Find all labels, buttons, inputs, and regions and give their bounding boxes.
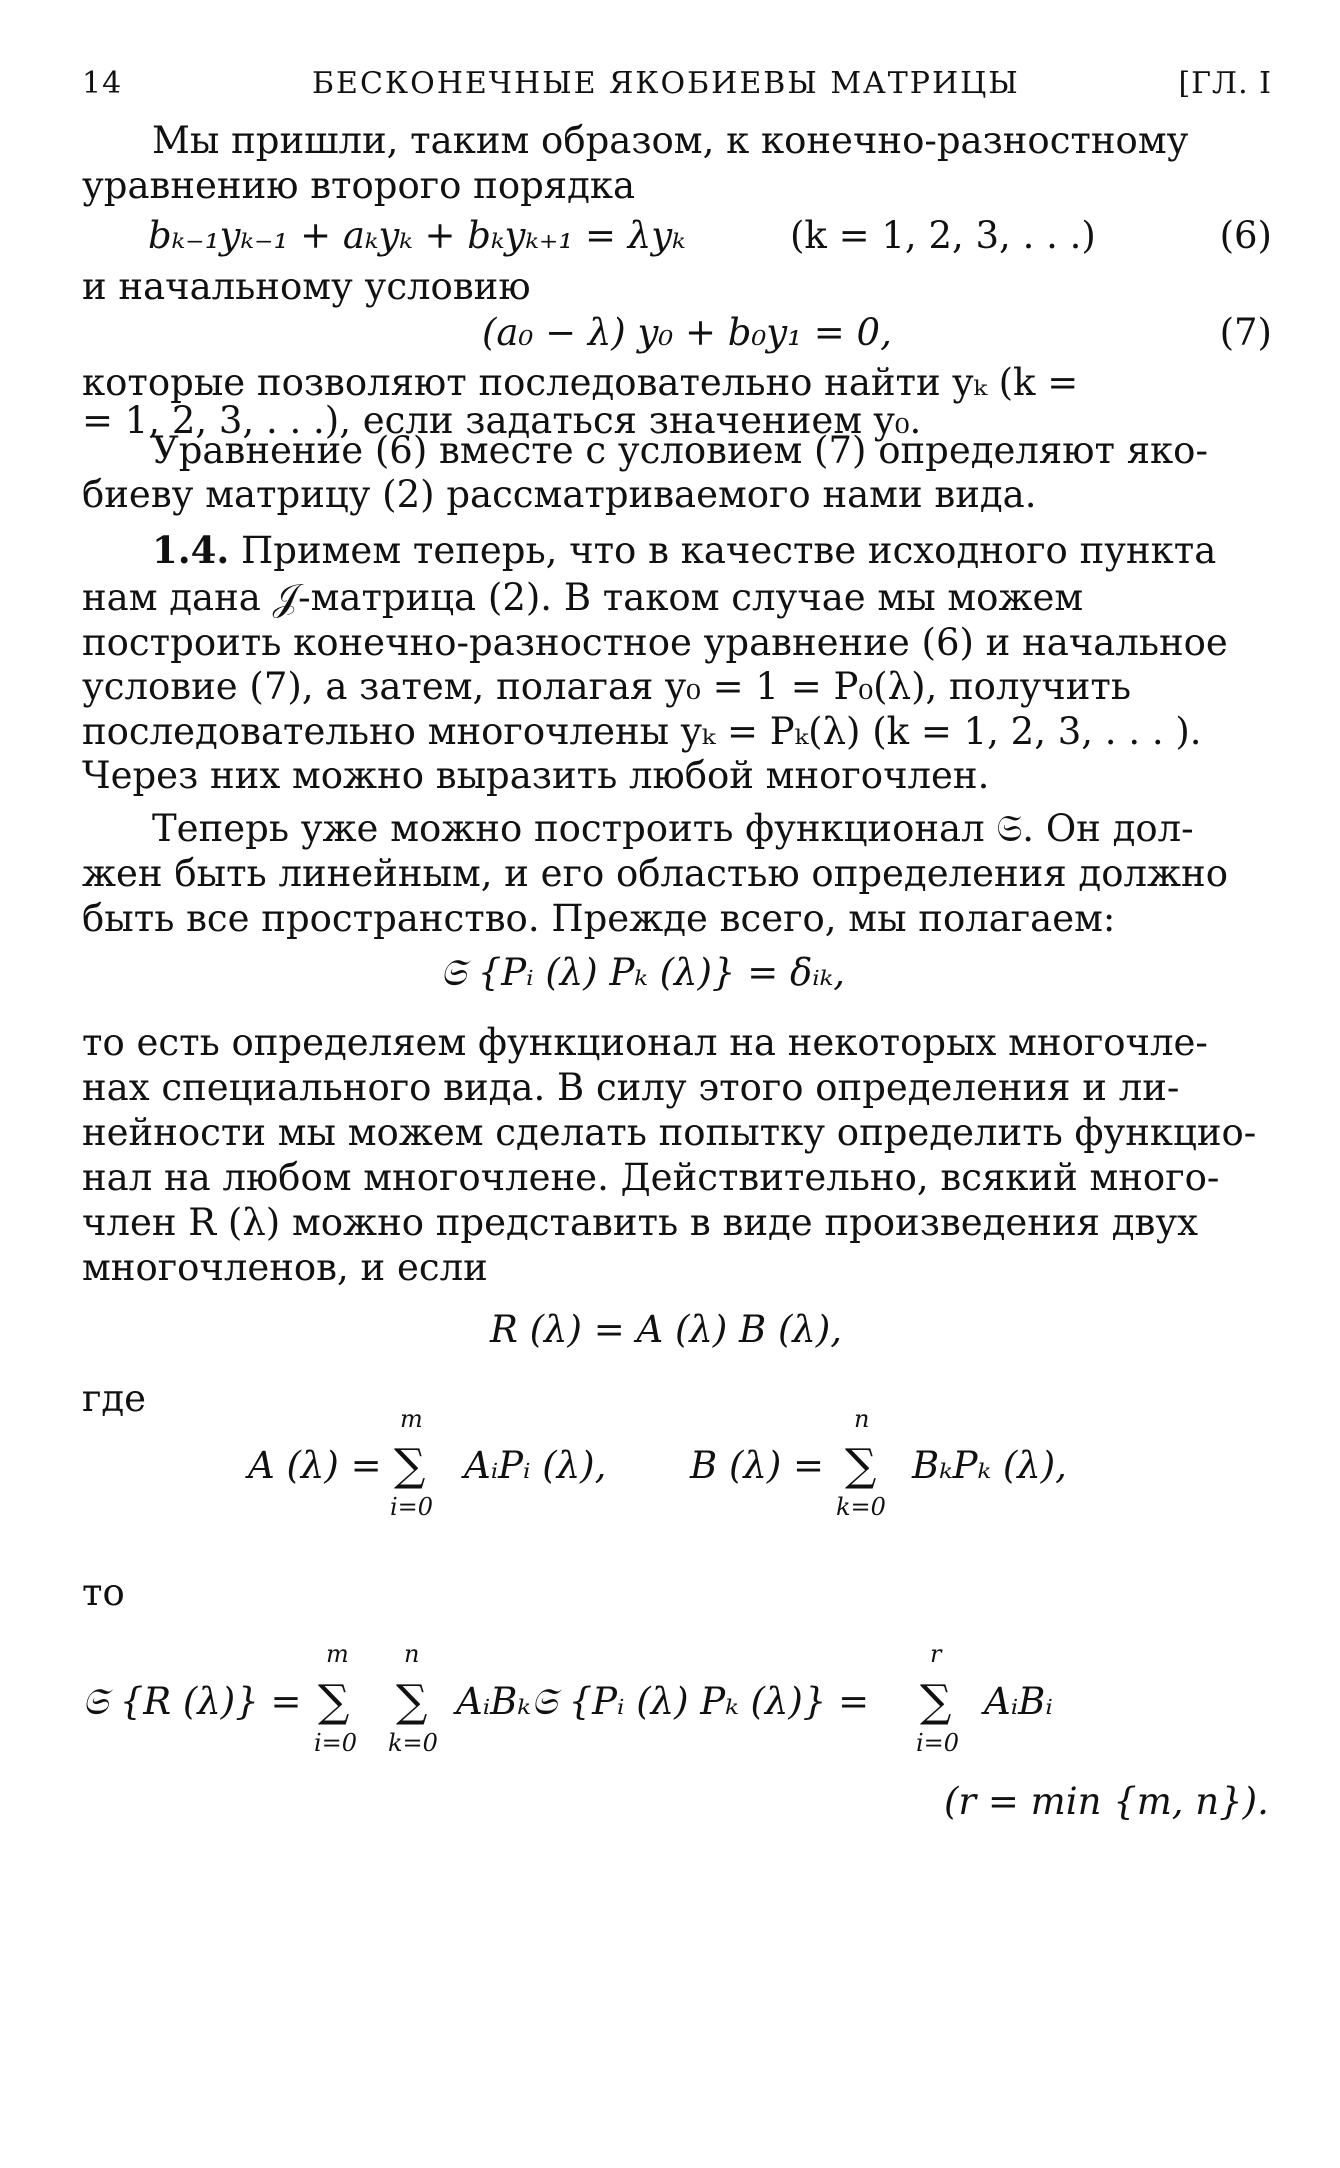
- final-rhs: AᵢBᵢ: [984, 1680, 1053, 1723]
- text-line: Уравнение (6) вместе с условием (7) определяют яко-: [152, 429, 1208, 472]
- text-line: Через них можно выразить любой многочлен.: [82, 754, 990, 797]
- equation-number: (7): [1219, 311, 1272, 354]
- equation-7: (a₀ − λ) y₀ + b₀y₁ = 0,: [482, 311, 892, 354]
- sum-lower-limit: i=0: [314, 1729, 358, 1757]
- equation-6-condition: (k = 1, 2, 3, . . .): [790, 214, 1096, 257]
- sum-upper-limit: m: [400, 1405, 423, 1433]
- text-line: нам дана 𝒥-матрица (2). В таком случае мы можем: [82, 576, 1084, 619]
- text-line: Мы пришли, таким образом, к конечно-разностному: [152, 119, 1189, 162]
- running-title: БЕСКОНЕЧНЫЕ ЯКОБИЕВЫ МАТРИЦЫ: [312, 66, 1020, 101]
- sum-sign: ∑: [845, 1440, 877, 1491]
- text-line: то: [82, 1571, 125, 1614]
- text-line: и начальному условию: [82, 265, 531, 308]
- sum-sign: ∑: [920, 1676, 952, 1727]
- text-line: Теперь уже можно построить функционал 𝔖. Он дол-: [152, 807, 1194, 850]
- text-line: биеву матрицу (2) рассматриваемого нами вида.: [82, 473, 1037, 516]
- sum-sign: ∑: [318, 1676, 350, 1727]
- sum-sign: ∑: [394, 1440, 426, 1491]
- text-line: последовательно многочлены yₖ = Pₖ(λ) (k = 1, 2, 3, . . . ).: [82, 710, 1202, 753]
- sum-a-rhs: AᵢPᵢ (λ),: [464, 1444, 607, 1487]
- sum-lower-limit: i=0: [390, 1493, 434, 1521]
- sum-upper-limit: r: [930, 1640, 942, 1668]
- product-equation: R (λ) = A (λ) B (λ),: [490, 1308, 843, 1351]
- sum-upper-limit: m: [326, 1640, 349, 1668]
- text-line: которые позволяют последовательно найти yₖ (k =: [82, 361, 1079, 404]
- sum-upper-limit: n: [404, 1640, 420, 1668]
- text-line: жен быть линейным, и его областью определения должно: [82, 852, 1228, 895]
- text-line: = 1, 2, 3, . . .), если задаться значением y₀.: [82, 399, 922, 442]
- sum-lower-limit: i=0: [916, 1729, 960, 1757]
- section-number: 1.4.: [152, 528, 230, 572]
- text-line: нах специального вида. В силу этого определения и ли-: [82, 1066, 1180, 1109]
- text-line: условие (7), а затем, полагая y₀ = 1 = P₀(λ), получить: [82, 665, 1131, 708]
- text-line: быть все пространство. Прежде всего, мы полагаем:: [82, 897, 1116, 940]
- text-line: член R (λ) можно представить в виде произведения двух: [82, 1201, 1198, 1244]
- sum-lower-limit: k=0: [388, 1729, 438, 1757]
- equation-6: bₖ₋₁yₖ₋₁ + aₖyₖ + bₖyₖ₊₁ = λyₖ: [148, 214, 686, 257]
- sum-b-lhs: B (λ) =: [690, 1444, 825, 1487]
- functional-definition: 𝔖 {Pᵢ (λ) Pₖ (λ)} = δᵢₖ,: [440, 951, 845, 994]
- text-line: построить конечно-разностное уравнение (6) и начальное: [82, 621, 1228, 664]
- final-lhs: 𝔖 {R (λ)} =: [82, 1680, 302, 1723]
- page-number: 14: [82, 66, 123, 101]
- final-condition: (r = min {m, n}).: [944, 1780, 1269, 1823]
- text-line: уравнению второго порядка: [82, 164, 636, 207]
- text-line: нейности мы можем сделать попытку определить функцио-: [82, 1111, 1257, 1154]
- equation-number: (6): [1219, 214, 1272, 257]
- text-span: Примем теперь, что в качестве исходного пункта: [229, 529, 1217, 572]
- sum-a-lhs: A (λ) =: [248, 1444, 382, 1487]
- text-line: многочленов, и если: [82, 1246, 488, 1289]
- text-line: где: [82, 1377, 147, 1420]
- final-middle: AᵢBₖ𝔖 {Pᵢ (λ) Pₖ (λ)} =: [456, 1680, 870, 1723]
- sum-sign: ∑: [396, 1676, 428, 1727]
- sum-upper-limit: n: [854, 1405, 870, 1433]
- sum-b-rhs: BₖPₖ (λ),: [912, 1444, 1067, 1487]
- sum-lower-limit: k=0: [836, 1493, 886, 1521]
- text-line: то есть определяем функционал на некоторых многочле-: [82, 1021, 1208, 1064]
- section-first-line: [82, 528, 1272, 573]
- chapter-label: [ГЛ. I: [1178, 66, 1272, 101]
- running-header: [82, 66, 1272, 116]
- text-line: нал на любом многочлене. Действительно, всякий много-: [82, 1156, 1220, 1199]
